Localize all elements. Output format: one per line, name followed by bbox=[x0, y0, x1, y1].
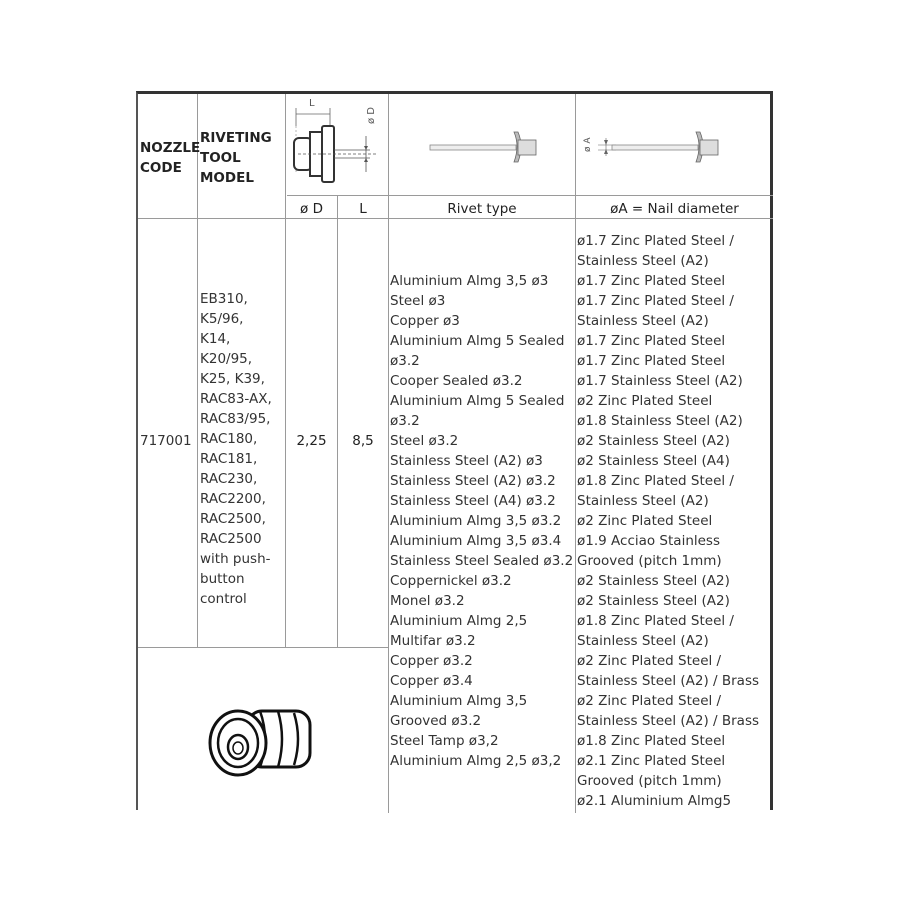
tool-models-list bbox=[200, 289, 272, 609]
rivet-type-item: Aluminium Almg 2,5 ø3,2 bbox=[390, 753, 562, 769]
rivet-type-item: Copper ø3 bbox=[390, 313, 460, 329]
nail-diameter-item: ø1.7 Zinc Plated Steel bbox=[577, 333, 726, 349]
tool-model-item: EB310, bbox=[200, 291, 248, 307]
rivet-type-item: Steel ø3 bbox=[390, 293, 446, 309]
rivet-type-item: ø3.2 bbox=[390, 413, 420, 429]
nail-diameter-item: ø2 Zinc Plated Steel bbox=[577, 513, 713, 529]
d-value: 2,25 bbox=[296, 433, 327, 449]
nail-diameter-item: ø2 Zinc Plated Steel bbox=[577, 393, 713, 409]
diagram-l-label: L bbox=[309, 98, 315, 109]
rivet-type-item: Aluminium Almg 3,5 bbox=[390, 693, 528, 709]
nail-diameter-item: ø2 Zinc Plated Steel / bbox=[577, 693, 722, 709]
nail-diameter-item: ø2 Stainless Steel (A2) bbox=[577, 573, 730, 589]
image-cell-top-line bbox=[138, 647, 388, 648]
nail-diameter-item: ø2 Zinc Plated Steel / bbox=[577, 653, 722, 669]
rivet-type-item: Aluminium Almg 5 Sealed bbox=[390, 333, 565, 349]
nail-diameter-item: Stainless Steel (A2) / Brass bbox=[577, 673, 760, 689]
rivet-type-item: Aluminium Almg 5 Sealed bbox=[390, 393, 565, 409]
tool-model-item: RAC2500, bbox=[200, 511, 266, 527]
rivet-type-item: Stainless Steel (A2) ø3 bbox=[390, 453, 543, 469]
tool-model-item: K25, K39, bbox=[200, 371, 265, 387]
nail-diameters-list bbox=[577, 231, 759, 811]
nail-diameter-item: ø1.7 Zinc Plated Steel / bbox=[577, 233, 734, 249]
rivet-type-item: Aluminium Almg 3,5 ø3.2 bbox=[390, 513, 562, 529]
tool-model-item: button bbox=[200, 571, 245, 587]
riveting-tool-model-header: RIVETING TOOL MODEL bbox=[200, 130, 272, 186]
tool-model-item: K14, bbox=[200, 331, 231, 347]
col-line-3 bbox=[337, 195, 338, 647]
rivet-types-list bbox=[390, 271, 573, 771]
rivet-type-item: ø3.2 bbox=[390, 353, 420, 369]
rivet-type-item: Multifar ø3.2 bbox=[390, 633, 476, 649]
diagram-d-label: ø D bbox=[366, 107, 377, 124]
nail-diameter-item: Stainless Steel (A2) / Brass bbox=[577, 713, 760, 729]
nail-diameter-item: ø1.7 Zinc Plated Steel bbox=[577, 273, 726, 289]
nail-diameter-item: Stainless Steel (A2) bbox=[577, 313, 709, 329]
nail-diameter-item: ø2 Stainless Steel (A2) bbox=[577, 433, 730, 449]
tool-model-item: control bbox=[200, 591, 247, 607]
tool-model-item: RAC230, bbox=[200, 471, 258, 487]
nail-diameter-item: ø2 Stainless Steel (A4) bbox=[577, 453, 730, 469]
col-line-2 bbox=[285, 94, 286, 647]
nozzle-product-image bbox=[200, 689, 330, 789]
rivet-type-item: Monel ø3.2 bbox=[390, 593, 465, 609]
tool-model-item: RAC83/95, bbox=[200, 411, 271, 427]
rivet-type-header: Rivet type bbox=[447, 201, 517, 217]
rivet-type-item: Steel Tamp ø3,2 bbox=[390, 733, 499, 749]
tool-model-item: K20/95, bbox=[200, 351, 253, 367]
tool-model-item: RAC181, bbox=[200, 451, 258, 467]
rivet-type-item: Grooved ø3.2 bbox=[390, 713, 482, 729]
tool-model-item: K5/96, bbox=[200, 311, 244, 327]
rivet-type-item: Aluminium Almg 2,5 bbox=[390, 613, 528, 629]
tool-model-item: RAC2500 bbox=[200, 531, 262, 547]
nozzle-code-header: NOZZLE CODE bbox=[140, 140, 201, 176]
tool-model-item: RAC83-AX, bbox=[200, 391, 272, 407]
nail-diameter-item: ø1.7 Zinc Plated Steel / bbox=[577, 293, 734, 309]
nail-diameter-item: ø1.9 Acciao Stainless bbox=[577, 533, 721, 549]
nail-diameter-item: ø1.8 Stainless Steel (A2) bbox=[577, 413, 743, 429]
nail-diameter-item: ø1.8 Zinc Plated Steel bbox=[577, 733, 726, 749]
rivet-type-item: Copper ø3.2 bbox=[390, 653, 473, 669]
nail-diameter-item: ø1.7 Zinc Plated Steel bbox=[577, 353, 726, 369]
rivet-type-item: Aluminium Almg 3,5 ø3.4 bbox=[390, 533, 562, 549]
tool-model-item: RAC180, bbox=[200, 431, 258, 447]
l-column-header: L bbox=[359, 201, 367, 217]
nail-diameter-item: Grooved (pitch 1mm) bbox=[577, 773, 722, 789]
header-separator-line bbox=[287, 195, 773, 196]
rivet-type-item: Stainless Steel Sealed ø3.2 bbox=[390, 553, 574, 569]
nail-diagram bbox=[586, 126, 756, 166]
nail-diameter-item: Grooved (pitch 1mm) bbox=[577, 553, 722, 569]
nail-diameter-item: ø2.1 Aluminium Almg5 bbox=[577, 793, 732, 809]
nozzle-code-value: 717001 bbox=[140, 433, 192, 449]
rivet-type-item: Cooper Sealed ø3.2 bbox=[390, 373, 523, 389]
rivet-type-item: Aluminium Almg 3,5 ø3 bbox=[390, 273, 549, 289]
nail-diameter-item: ø1.8 Zinc Plated Steel / bbox=[577, 613, 734, 629]
nail-diameter-header: øA = Nail diameter bbox=[610, 201, 739, 217]
tool-model-item: with push- bbox=[200, 551, 271, 567]
d-column-header: ø D bbox=[300, 201, 323, 217]
nail-diameter-item: ø1.7 Stainless Steel (A2) bbox=[577, 373, 743, 389]
nail-diameter-item: ø2.1 Zinc Plated Steel bbox=[577, 753, 726, 769]
rivet-type-item: Stainless Steel (A2) ø3.2 bbox=[390, 473, 556, 489]
l-value: 8,5 bbox=[352, 433, 374, 449]
nail-diameter-item: Stainless Steel (A2) bbox=[577, 493, 709, 509]
rivet-type-item: Stainless Steel (A4) ø3.2 bbox=[390, 493, 556, 509]
rivet-type-item: Copper ø3.4 bbox=[390, 673, 473, 689]
nail-diameter-item: Stainless Steel (A2) bbox=[577, 633, 709, 649]
tool-model-item: RAC2200, bbox=[200, 491, 266, 507]
product-table bbox=[136, 91, 773, 810]
rivet-diagram bbox=[428, 126, 538, 166]
nail-diameter-item: Stainless Steel (A2) bbox=[577, 253, 709, 269]
diagram-a-label: ø A bbox=[583, 137, 593, 152]
nail-diameter-item: ø1.8 Zinc Plated Steel / bbox=[577, 473, 734, 489]
rivet-type-item: Steel ø3.2 bbox=[390, 433, 459, 449]
rivet-type-item: Coppernickel ø3.2 bbox=[390, 573, 512, 589]
nail-diameter-item: ø2 Stainless Steel (A2) bbox=[577, 593, 730, 609]
